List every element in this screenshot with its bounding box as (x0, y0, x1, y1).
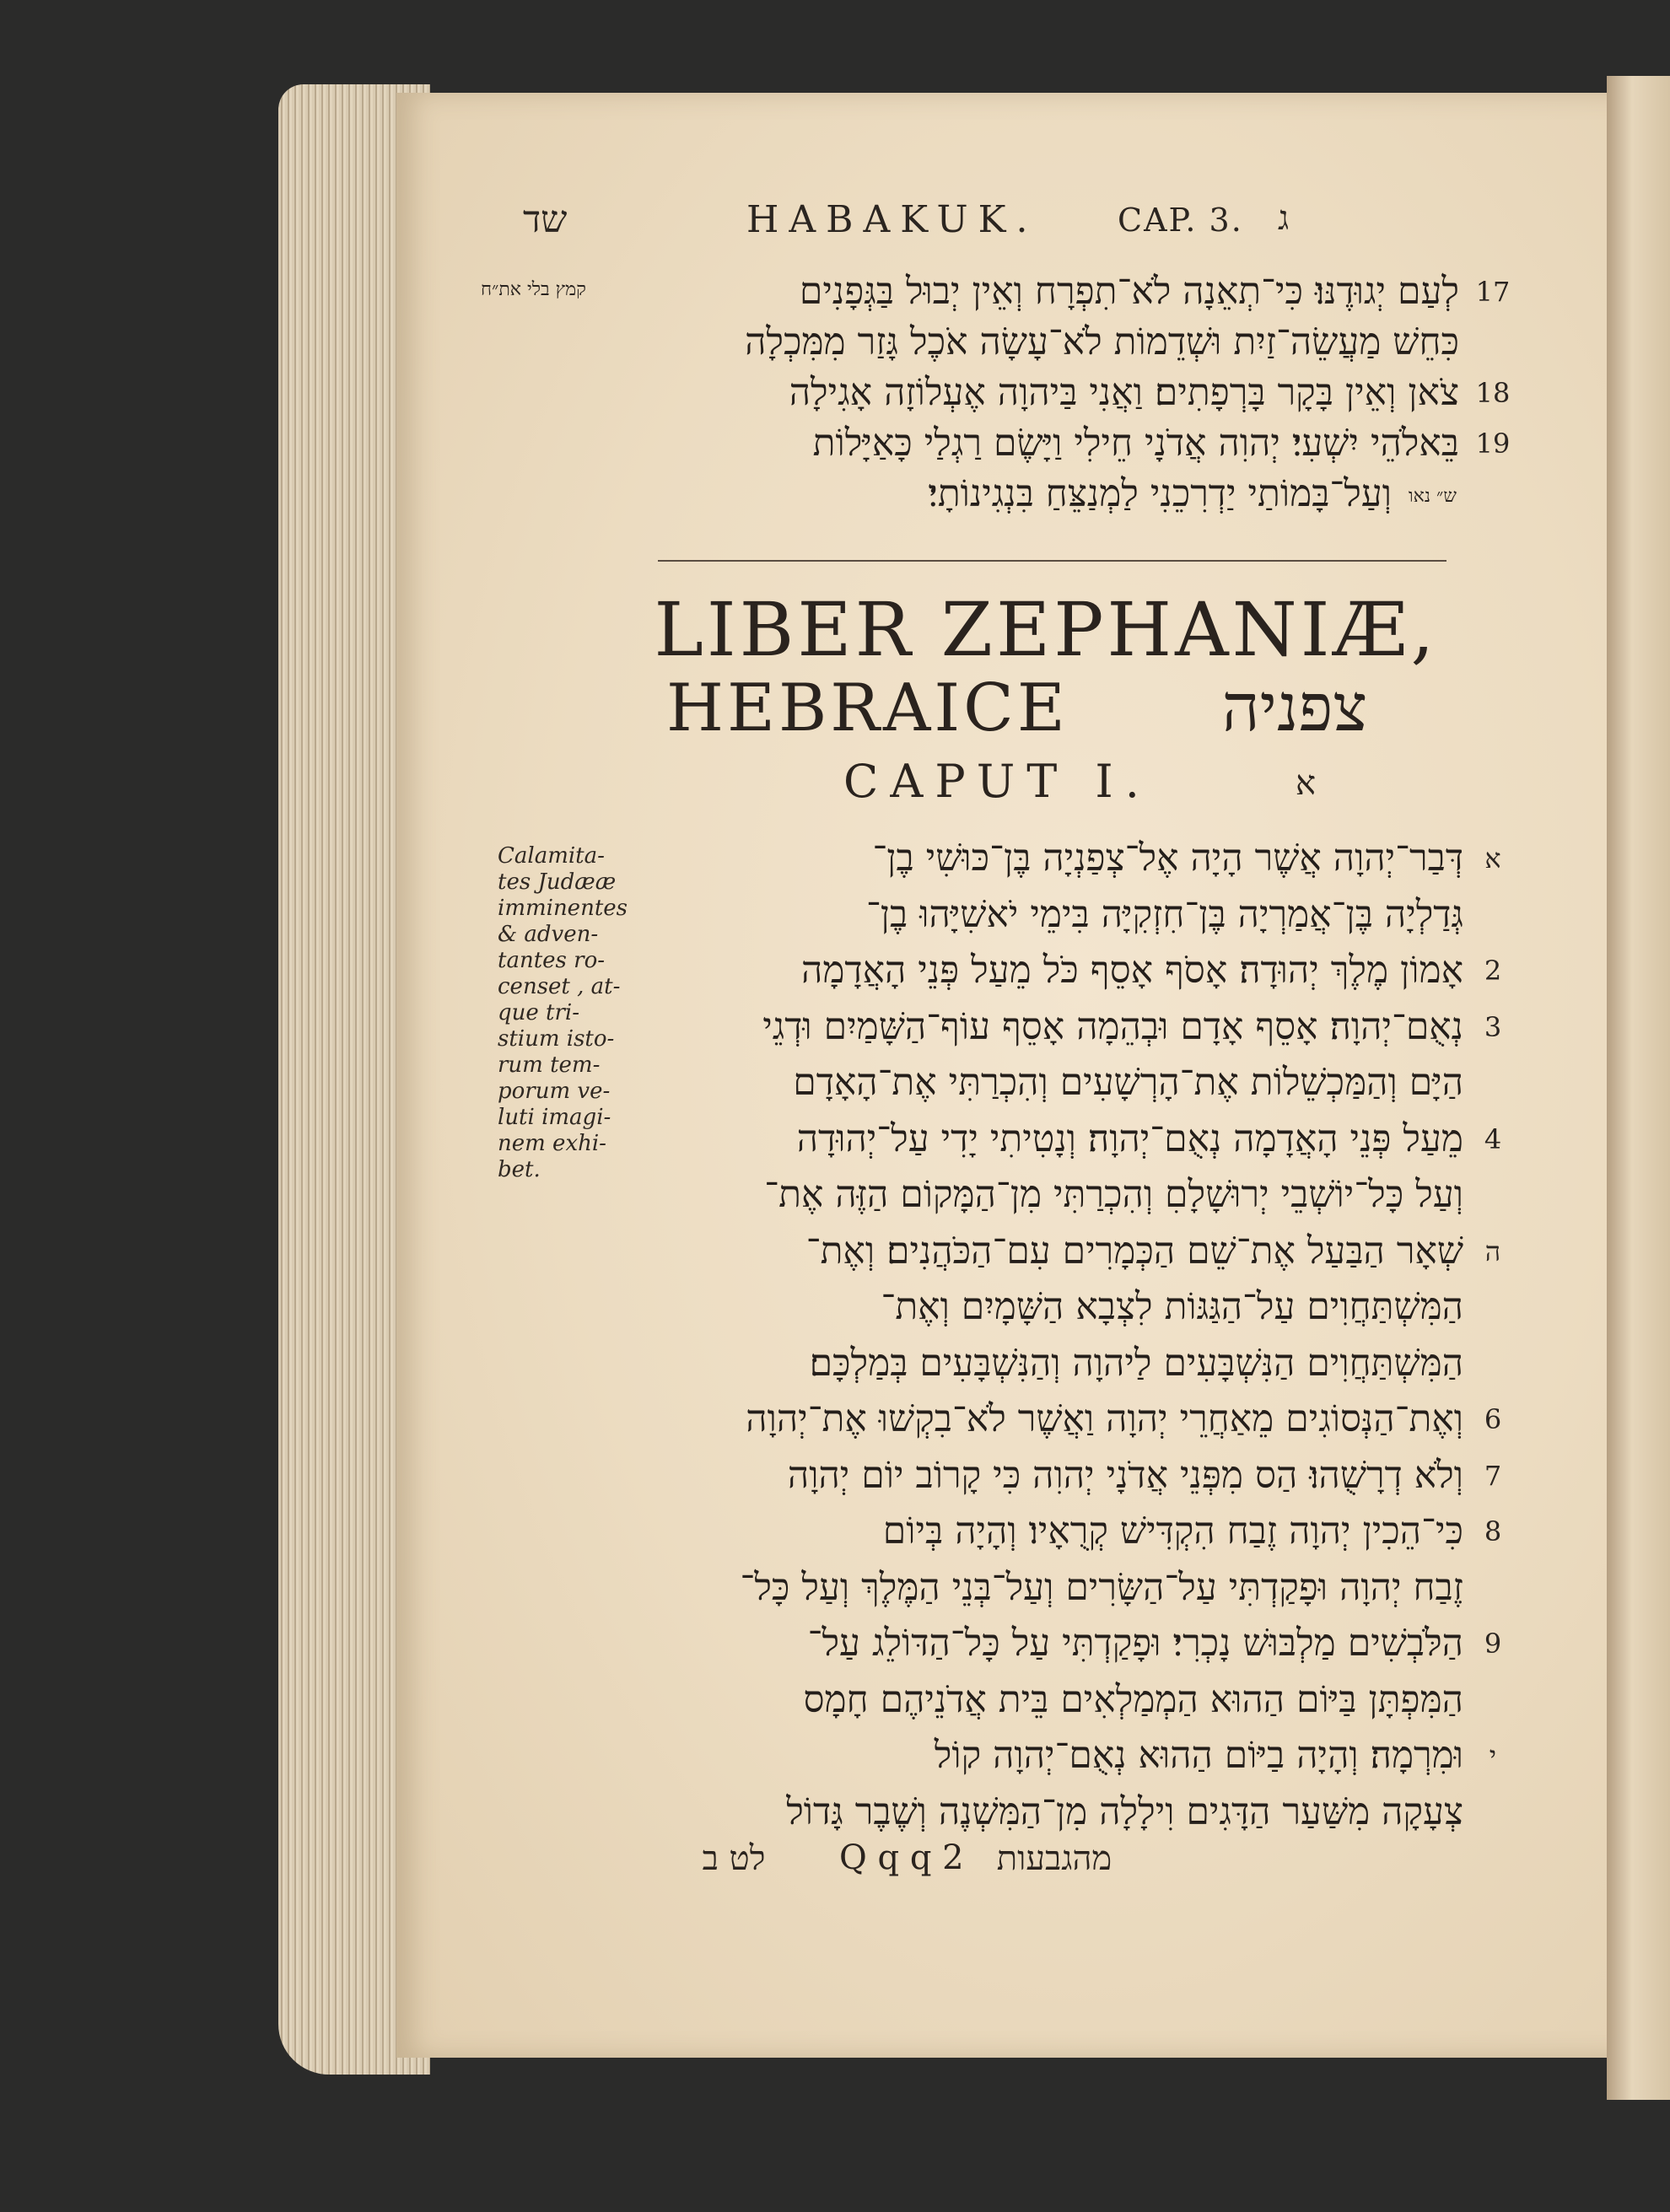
hebrew-line: הַמִּשְׁתַּחֲוִים הַנִּשְׁבָּעִים לַיהוָה וְהַנִּשְׁבָּעִים בְּמַלְכָּם׃ (809, 1342, 1463, 1385)
folio-hebrew: שד (523, 198, 568, 241)
book-hebrew-name: צפניה (1221, 670, 1368, 746)
gloss-line: luti imagi- (498, 1105, 611, 1130)
verse-number: 4 (1484, 1123, 1502, 1155)
verse-number: 8 (1484, 1515, 1502, 1547)
hebrew-line: דְּבַר־יְהוָה אֲשֶׁר הָיָה אֶל־צְפַנְיָה בֶּן־כּוּשִׁי בֶן־ (872, 837, 1463, 880)
gloss-line: & adven- (498, 922, 599, 947)
verse-number: 2 (1484, 955, 1502, 987)
hebrew-line: שְׁאָר הַבַּעַל אֶת־שֵׁם הַכְּמָרִים עִם־הַכֹּהֲנִים׃ וְאֶת־ (805, 1230, 1463, 1273)
gloss-line: stium isto- (498, 1026, 615, 1052)
verse-number (1468, 1059, 1518, 1106)
verse-number (1468, 1340, 1518, 1387)
gloss-line: tantes ro- (498, 948, 606, 973)
verse-number: 17 (1475, 276, 1511, 308)
hebrew-line: וְעַל כָּל־יוֹשְׁבֵי יְרוּשָׁלָםִ וְהִכְרַתִּי מִן־הַמָּקוֹם הַזֶּה אֶת־ (764, 1173, 1463, 1216)
verse-number: י (1489, 1740, 1497, 1772)
signature-mark: Q q q 2 (839, 1838, 964, 1877)
sof-note: ש״ נאו (1409, 486, 1457, 507)
gloss-line: rum tem- (498, 1052, 601, 1078)
running-title: HABAKUK. (746, 198, 1038, 241)
gloss-line: porum ve- (498, 1079, 611, 1104)
verse-number (1468, 319, 1518, 366)
chapter-hebrew-number: א (1295, 764, 1316, 803)
verse-number (1468, 891, 1518, 939)
hebrew-line: אָמוֹן מֶלֶךְ יְהוּדָה׃ אָסֹף אָסֵף כֹּל מֵעַל פְּנֵי הָאֲדָמָה (801, 949, 1463, 992)
gloss-line: nem exhi- (498, 1131, 606, 1156)
hebrew-line: מֵעַל פְּנֵי הָאֲדָמָה נְאֻם־יְהוָה׃ וְנָטִיתִי יָדִי עַל־יְהוּדָה (796, 1117, 1463, 1160)
hebrew-line: הַמִּשְׁתַּחֲוִים עַל־הַגַּגּוֹת לִצְבָא הַשָּׁמָיִם וְאֶת־ (881, 1285, 1463, 1328)
hebrew-line: כִּחֵשׁ מַעֲשֵׂה־זַיִת וּשְׁדֵמוֹת לֹא־עָשָׂה אֹכֶל גָּזַר מִמִּכְלָה (745, 320, 1459, 363)
gloss-line: tes Judææ (498, 869, 617, 895)
verse-number (1468, 1564, 1518, 1612)
gloss-line: que tri- (498, 1000, 580, 1025)
verse-number: 19 (1475, 428, 1511, 460)
hebrew-line: נְאֻם־יְהוָה׃ אָסֵף אָדָם וּבְהֵמָה אָסֵף עוֹף־הַשָּׁמַיִם וּדְגֵי (762, 1005, 1463, 1048)
verse-number: ה (1484, 1235, 1501, 1267)
qere-note: קמץ בלי את״ח (481, 279, 586, 300)
gloss-line: imminentes (498, 896, 628, 921)
book-subtitle: HEBRAICE (666, 670, 1069, 746)
hebrew-line: גְּדַלְיָה בֶּן־אֲמַרְיָה בֶּן־חִזְקִיָּה בִּימֵי יֹאשִׁיָּהוּ בֶן־ (865, 893, 1463, 936)
verse-number (1468, 1171, 1518, 1219)
page-footer (658, 1838, 1164, 1886)
hebrew-line: וְעַל־בָּמוֹתַי יַדְרִכֵנִי לַמְנַצֵּחַ בִּנְגִינוֹתָי׃ (928, 472, 1392, 515)
hebrew-line: וְלֹא דְרָשֻׁהוּ׃ הַס מִפְּנֵי אֲדֹנָי יְהוִה כִּי קָרוֹב יוֹם יְהוָה (787, 1454, 1463, 1497)
hebrew-line: הַמִּפְתָּן בַּיּוֹם הַהוּא הַמְמַלְאִים בֵּית אֲדֹנֵיהֶם חָמָס (803, 1678, 1463, 1721)
verse-number (1468, 1284, 1518, 1331)
chapter-heading: CAPUT I. (843, 755, 1151, 808)
gloss-line: Calamita- (498, 843, 605, 869)
verse-number: א (1484, 842, 1501, 875)
hebrew-line: הַלֹּבְשִׁים מַלְבּוּשׁ נָכְרִי׃ וּפָקַדְתִּי עַל כָּל־הַדּוֹלֵג עַל־ (807, 1622, 1463, 1665)
verse-number (1468, 1676, 1518, 1724)
verse-number (1468, 471, 1518, 518)
verse-number: 6 (1484, 1403, 1502, 1435)
hebrew-line: וּמִרְמָה׃ וְהָיָה בַיּוֹם הַהוּא נְאֻם־יְהוָה קוֹל (934, 1734, 1463, 1777)
running-chapter: CAP. 3. (1118, 202, 1243, 239)
running-head (523, 198, 1451, 249)
footer-hebrew-catch: לט ב (702, 1839, 766, 1878)
hebrew-line: כִּי־הֵכִין יְהוָה זֶבַח הִקְדִּישׁ קְרֻאָיו׃ וְהָיָה בְּיוֹם (882, 1510, 1463, 1553)
verse-number: 3 (1484, 1011, 1502, 1043)
gloss-line: censet , at- (498, 974, 621, 999)
verse-number: 18 (1475, 377, 1511, 409)
hebrew-line: צְעָקָה מִשַּׁעַר הַדָּגִים וִילָלָה מִן־הַמִּשְׁנֶה וְשֶׁבֶר גָּדוֹל (786, 1790, 1463, 1833)
gloss-line: bet. (498, 1157, 541, 1182)
facing-page-edge (1607, 76, 1670, 2100)
hebrew-line: הַיָּם וְהַמַּכְשֵׁלוֹת אֶת־הָרְשָׁעִים וְהִכְרַתִּי אֶת־הָאָדָם (793, 1061, 1463, 1104)
hebrew-line: וְאֶת־הַנְּסוֹגִים מֵאַחֲרֵי יְהוָה וַאֲשֶׁר לֹא־בִקְשׁוּ אֶת־יְהוָה (746, 1397, 1463, 1440)
book-title: LIBER ZEPHANIÆ, (654, 586, 1438, 673)
section-divider (658, 560, 1446, 562)
hebrew-line: בֵּאלֹהֵי יִשְׁעִי׃ יְהוִה אֲדֹנָי חֵילִי וַיָּשֶׂם רַגְלַי כָּאַיָּלוֹת (812, 422, 1459, 465)
hebrew-line: לְעַם יְגוּדֶנּוּ׃ כִּי־תְאֵנָה לֹא־תִפְרָח וְאֵין יְבוּל בַּגְּפָנִים (799, 270, 1459, 313)
running-hebrew-mark: ג (1278, 199, 1290, 238)
catchword: מהגבעות (996, 1839, 1112, 1878)
hebrew-line: זֶבַח יְהוָה וּפָקַדְתִּי עַל־הַשָּׂרִים וְעַל־בְּנֵי הַמֶּלֶךְ וְעַל כָּל־ (740, 1566, 1463, 1609)
verse-number: 9 (1484, 1628, 1502, 1660)
verse-number: 7 (1484, 1460, 1502, 1492)
hebrew-line: צֹאן וְאֵין בָּקָר בָּרְפָתִים׃ וַאֲנִי בַּיהוָה אֶעְלוֹזָה אָגִילָה (789, 371, 1459, 414)
verse-number (1468, 1789, 1518, 1836)
